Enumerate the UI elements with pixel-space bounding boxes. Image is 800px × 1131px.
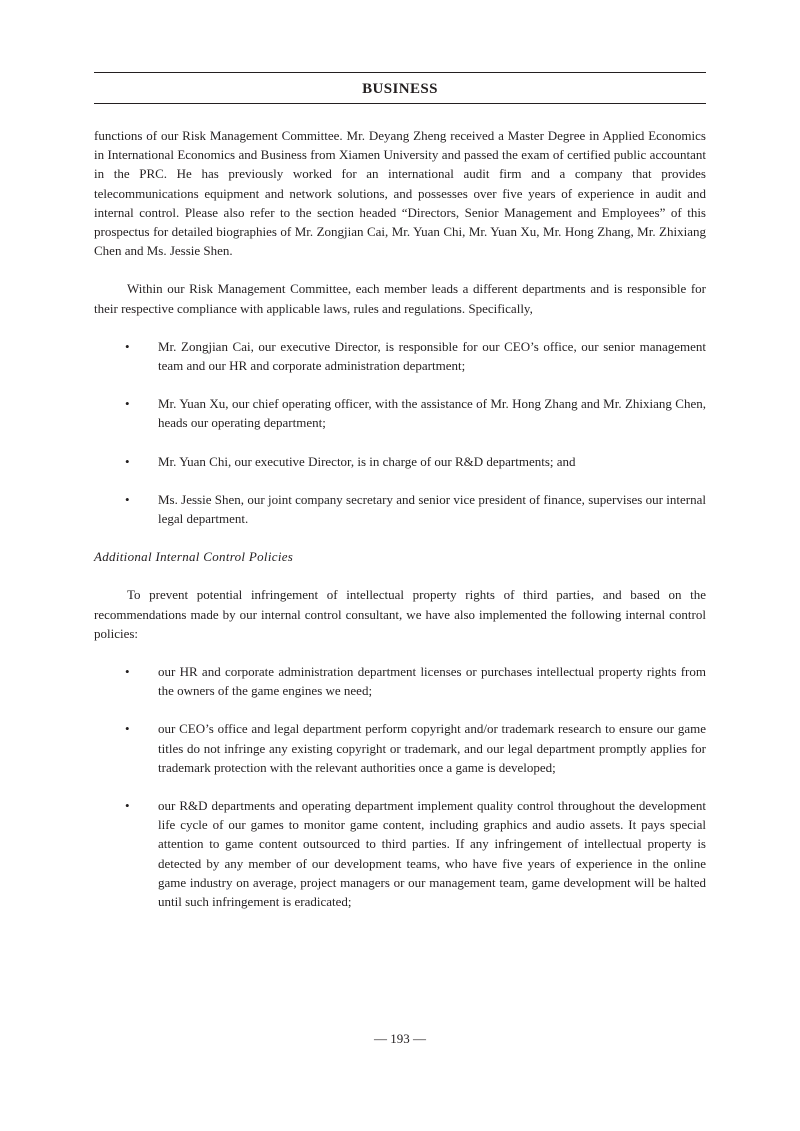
list-item-text: our R&D departments and operating department implement quality control throughout the development life cycle of our games to monitor game content, including graphics and audio assets. It pays special attention to game content outsourced to third parties. If any infringement of intellectual property is detected by any member of our development teams, who have five years of experience in the online game industry on average, project managers or our management team, game development will be halted until such infringement is eradicated; bbox=[158, 798, 706, 910]
paragraph-committee-intro: Within our Risk Management Committee, each member leads a different departments and is responsible for their respective compliance with applicable laws, rules and regulations. Specifically, bbox=[94, 281, 706, 316]
paragraph-policies-intro: To prevent potential infringement of intellectual property rights of third parties, and based on the recommendations made by our internal control consultant, we have also implemented the following internal control policies: bbox=[94, 587, 706, 641]
paragraph-continued: functions of our Risk Management Committee. Mr. Deyang Zheng received a Master Degree in Applied Economics in International Economics and Business from Xiamen University and passed the exam of certified public accountant in the PRC. He has previously worked for an international audit firm and a company that provides telecommunications equipment and network solutions, and possesses over five years of experience in audit and internal control. Please also refer to the section headed “Directors, Senior Management and Employees” of this prospectus for detailed biographies of Mr. Zongjian Cai, Mr. Yuan Chi, Mr. Yuan Xu, Mr. Hong Zhang, Mr. Zhixiang Chen and Ms. Jessie Shen. bbox=[94, 128, 706, 259]
list-item-text: Mr. Zongjian Cai, our executive Director, is responsible for our CEO’s office, our senior management team and our HR and corporate administration department; bbox=[158, 338, 706, 374]
bullet-icon: • bbox=[125, 491, 130, 507]
committee-bullet-list bbox=[94, 337, 706, 528]
list-item-text: our HR and corporate administration department licenses or purchases intellectual property rights from the owners of the game engines we need; bbox=[158, 664, 706, 699]
bullet-icon: • bbox=[125, 664, 130, 680]
list-item-text: Mr. Yuan Chi, our executive Director, is in charge of our R&D departments; and bbox=[158, 453, 576, 469]
document-body bbox=[94, 126, 706, 911]
list-item bbox=[94, 719, 706, 777]
list-item bbox=[94, 452, 706, 471]
bullet-icon: • bbox=[125, 798, 130, 814]
page-number: — 193 — bbox=[374, 1031, 426, 1046]
page-header bbox=[94, 72, 706, 104]
bullet-icon: • bbox=[125, 338, 130, 354]
list-item bbox=[94, 662, 706, 700]
section-heading: Additional Internal Control Policies bbox=[94, 549, 294, 565]
header-bottom-rule bbox=[94, 103, 706, 104]
header-top-rule bbox=[94, 72, 706, 73]
bullet-icon: • bbox=[125, 396, 130, 412]
list-item bbox=[94, 337, 706, 375]
list-item bbox=[94, 796, 706, 911]
list-item-text: Ms. Jessie Shen, our joint company secretary and senior vice president of finance, supervises our internal legal department. bbox=[158, 491, 706, 527]
bullet-icon: • bbox=[125, 721, 130, 737]
list-item bbox=[94, 490, 706, 528]
page-title: BUSINESS bbox=[362, 81, 438, 97]
list-item-text: Mr. Yuan Xu, our chief operating officer, with the assistance of Mr. Hong Zhang and Mr. Zhixiang Chen, heads our operating department; bbox=[158, 396, 706, 431]
bullet-icon: • bbox=[125, 453, 130, 469]
policy-bullet-list bbox=[94, 662, 706, 911]
list-item bbox=[94, 394, 706, 432]
list-item-text: our CEO’s office and legal department perform copyright and/or trademark research to ensure our game titles do not infringe any existing copyright or trademark, and our legal department promptly applies for trademark protection with the relevant authorities once a game is developed; bbox=[158, 721, 706, 775]
